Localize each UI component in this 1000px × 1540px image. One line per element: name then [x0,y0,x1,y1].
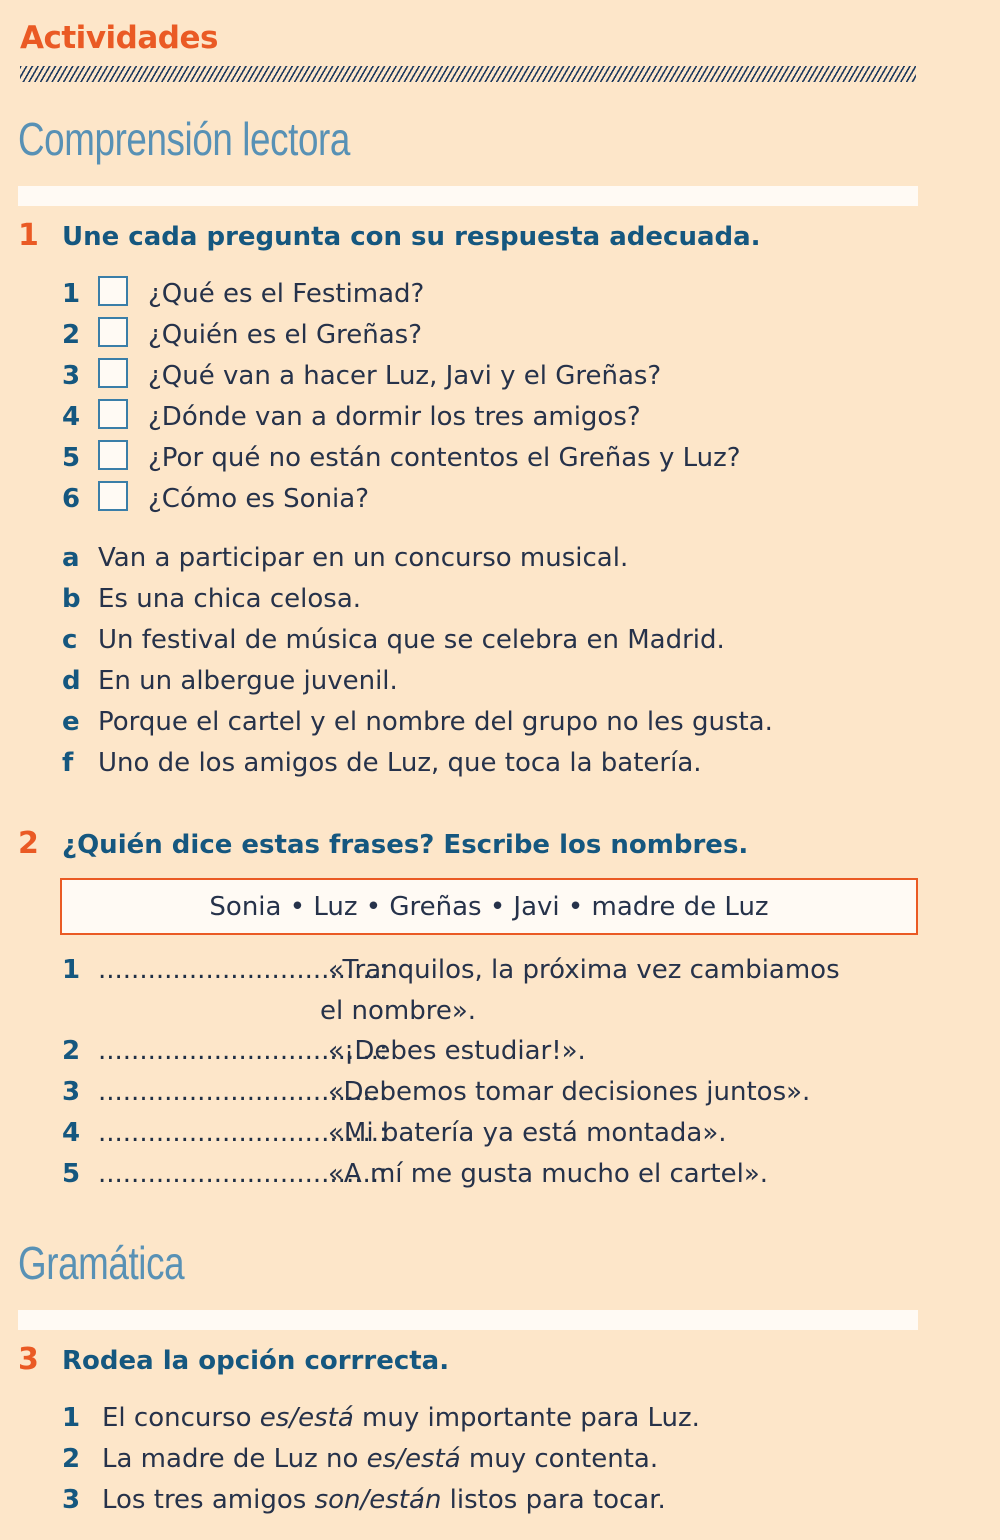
names-list: Sonia • Luz • Greñas • Javi • madre de Luz [209,891,769,922]
answer-row [62,743,702,783]
name-blank[interactable]: ..................................: [98,1118,388,1148]
answer-row [62,620,725,660]
exercise-3-instruction: Rodea la opción corrrecta. [62,1346,450,1376]
quote-row [62,1031,586,1071]
quote-row [62,1154,768,1194]
question-text: ¿Qué van a hacer Luz, Javi y el Greñas? [148,361,662,391]
answer-checkbox[interactable] [98,481,128,511]
names-word-bank [60,878,918,935]
section-title-gramatica: Gramática [18,1237,185,1289]
exercise-2-instruction: ¿Quién dice estas frases? Escribe los nombres. [62,830,749,860]
grammar-item-number: 2 [62,1444,81,1474]
sentence-start: La madre de Luz no [102,1444,367,1474]
answer-letter: a [62,543,80,573]
answer-letter: e [62,707,80,737]
exercise-2-number: 2 [18,826,39,861]
answer-checkbox[interactable] [98,317,128,347]
quote-row [62,1072,810,1112]
question-number: 2 [62,320,81,350]
quote-row-continuation [320,991,476,1031]
question-row [62,356,661,396]
question-row [62,274,424,314]
grammar-item-number: 3 [62,1485,81,1515]
sentence-end: listos para tocar. [441,1485,666,1515]
question-number: 5 [62,443,81,473]
sentence-start: El concurso [102,1403,260,1433]
option-choice[interactable]: es/está [259,1403,354,1433]
activities-heading: Actividades [20,20,218,56]
answer-row [62,661,398,701]
grammar-item [62,1439,658,1479]
question-number: 4 [62,402,81,432]
name-blank[interactable]: ..................................: [98,1159,388,1189]
answer-letter: f [62,748,74,778]
section-title-comprension: Comprensión lectora [18,113,350,165]
question-text: ¿Qué es el Festimad? [148,279,425,309]
quote-row [62,950,840,990]
quote-number: 1 [62,955,81,985]
quote-row [62,1113,727,1153]
answer-text: Uno de los amigos de Luz, que toca la batería. [98,748,702,778]
quote-number: 3 [62,1077,81,1107]
answer-letter: d [62,666,81,696]
question-row [62,479,369,519]
quote-text: «¡Debes estudiar!». [328,1036,586,1066]
grammar-item-number: 1 [62,1403,81,1433]
quote-text: «A mí me gusta mucho el cartel». [328,1159,769,1189]
name-blank[interactable]: ..................................: [98,1077,388,1107]
exercise-1-instruction: Une cada pregunta con su respuesta adecuada. [62,222,761,252]
option-choice[interactable]: son/están [314,1485,442,1515]
answer-text: Un festival de música que se celebra en Madrid. [98,625,725,655]
answer-checkbox[interactable] [98,399,128,429]
hatched-divider [20,66,916,82]
option-choice[interactable]: es/está [366,1444,461,1474]
question-row [62,438,741,478]
answer-checkbox[interactable] [98,276,128,306]
grammar-item [62,1480,666,1520]
quote-text: «Mi batería ya está montada». [328,1118,727,1148]
question-number: 6 [62,484,81,514]
quote-number: 2 [62,1036,81,1066]
name-blank[interactable]: ..................................: [98,1036,388,1066]
section-divider-bar [18,1310,918,1330]
answer-text: En un albergue juvenil. [98,666,398,696]
section-divider-bar [18,186,918,206]
answer-text: Porque el cartel y el nombre del grupo no les gusta. [98,707,773,737]
quote-number: 4 [62,1118,81,1148]
answer-row [62,702,773,742]
sentence-end: muy contenta. [460,1444,659,1474]
sentence-start: Los tres amigos [102,1485,315,1515]
exercise-1-number: 1 [18,218,39,253]
quote-text: «Debemos tomar decisiones juntos». [328,1077,811,1107]
answer-row [62,538,628,578]
grammar-item [62,1398,700,1438]
answer-text: Es una chica celosa. [98,584,362,614]
question-row [62,397,641,437]
answer-text: Van a participar en un concurso musical. [98,543,629,573]
question-text: ¿Dónde van a dormir los tres amigos? [148,402,641,432]
sentence-end: muy importante para Luz. [353,1403,700,1433]
question-number: 1 [62,279,81,309]
answer-letter: b [62,584,81,614]
question-text: ¿Quién es el Greñas? [148,320,423,350]
question-row [62,315,422,355]
name-blank[interactable]: ..................................: [98,955,388,985]
question-text: ¿Cómo es Sonia? [148,484,370,514]
exercise-3-number: 3 [18,1342,39,1377]
quote-number: 5 [62,1159,81,1189]
answer-row [62,579,361,619]
question-text: ¿Por qué no están contentos el Greñas y Luz? [148,443,741,473]
quote-text: «Tranquilos, la próxima vez cambiamos [328,955,840,985]
answer-letter: c [62,625,78,655]
answer-checkbox[interactable] [98,358,128,388]
question-number: 3 [62,361,81,391]
answer-checkbox[interactable] [98,440,128,470]
quote-text: el nombre». [320,996,476,1026]
